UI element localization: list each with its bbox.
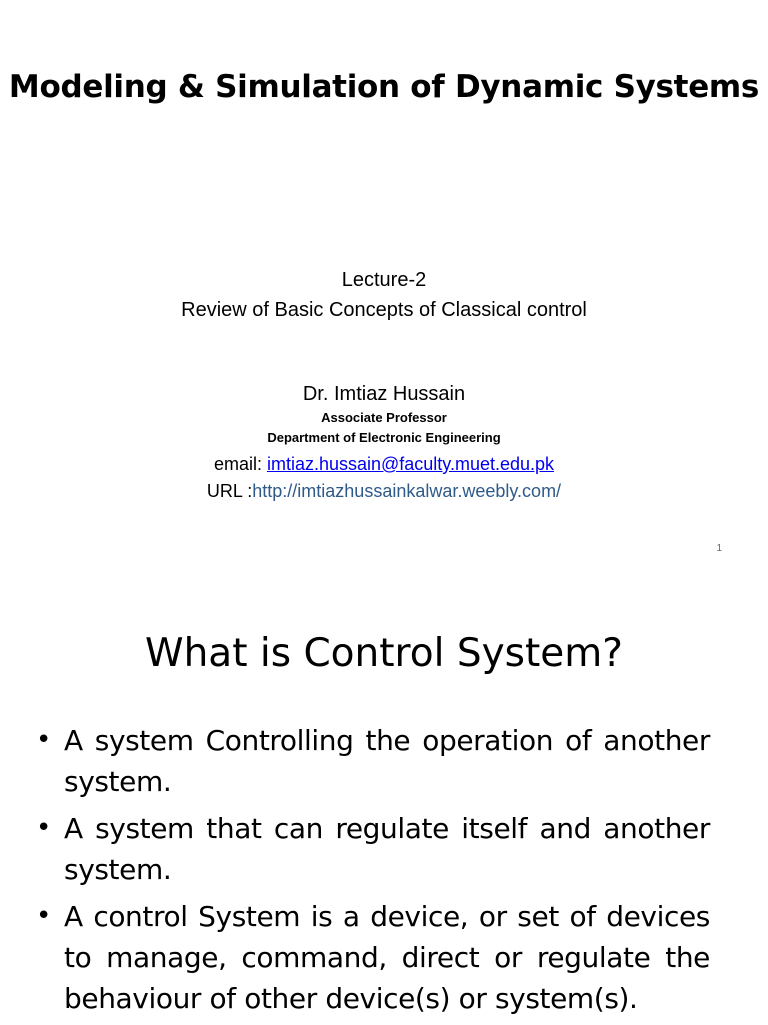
email-line xyxy=(0,452,768,477)
url-line xyxy=(0,479,768,504)
email-link[interactable]: imtiaz.hussain@faculty.muet.edu.pk xyxy=(266,454,555,474)
bullet-icon: • xyxy=(36,725,51,755)
bullet-text: A system that can regulate itself and another system. xyxy=(64,812,710,886)
bullet-icon: • xyxy=(36,901,51,931)
url-label: URL : xyxy=(206,481,253,501)
lecture-topic: Review of Basic Concepts of Classical control xyxy=(181,299,587,321)
bullet-icon: • xyxy=(36,813,51,843)
author-department: Department of Electronic Engineering xyxy=(267,430,501,445)
slide-title: What is Control System? xyxy=(145,631,623,676)
page-number: 1 xyxy=(716,543,722,554)
slide-title: Modeling & Simulation of Dynamic Systems xyxy=(8,69,760,105)
author-designation: Associate Professor xyxy=(321,410,447,425)
bullet-text: A control System is a device, or set of devices to manage, command, direct or regulate the behaviour of other device(s) or system(s). xyxy=(64,900,710,1015)
author-name: Dr. Imtiaz Hussain xyxy=(302,383,466,405)
slide-2 xyxy=(0,576,768,1024)
bullet-item xyxy=(36,808,710,890)
bullet-text: A system Controlling the operation of another system. xyxy=(64,724,710,798)
bullet-item xyxy=(36,720,710,802)
bullet-item xyxy=(36,896,710,1019)
url-link[interactable]: http://imtiazhussainkalwar.weebly.com/ xyxy=(252,481,562,501)
lecture-number: Lecture-2 xyxy=(341,269,427,291)
email-label: email: xyxy=(213,454,267,474)
bullet-list xyxy=(36,720,710,1025)
